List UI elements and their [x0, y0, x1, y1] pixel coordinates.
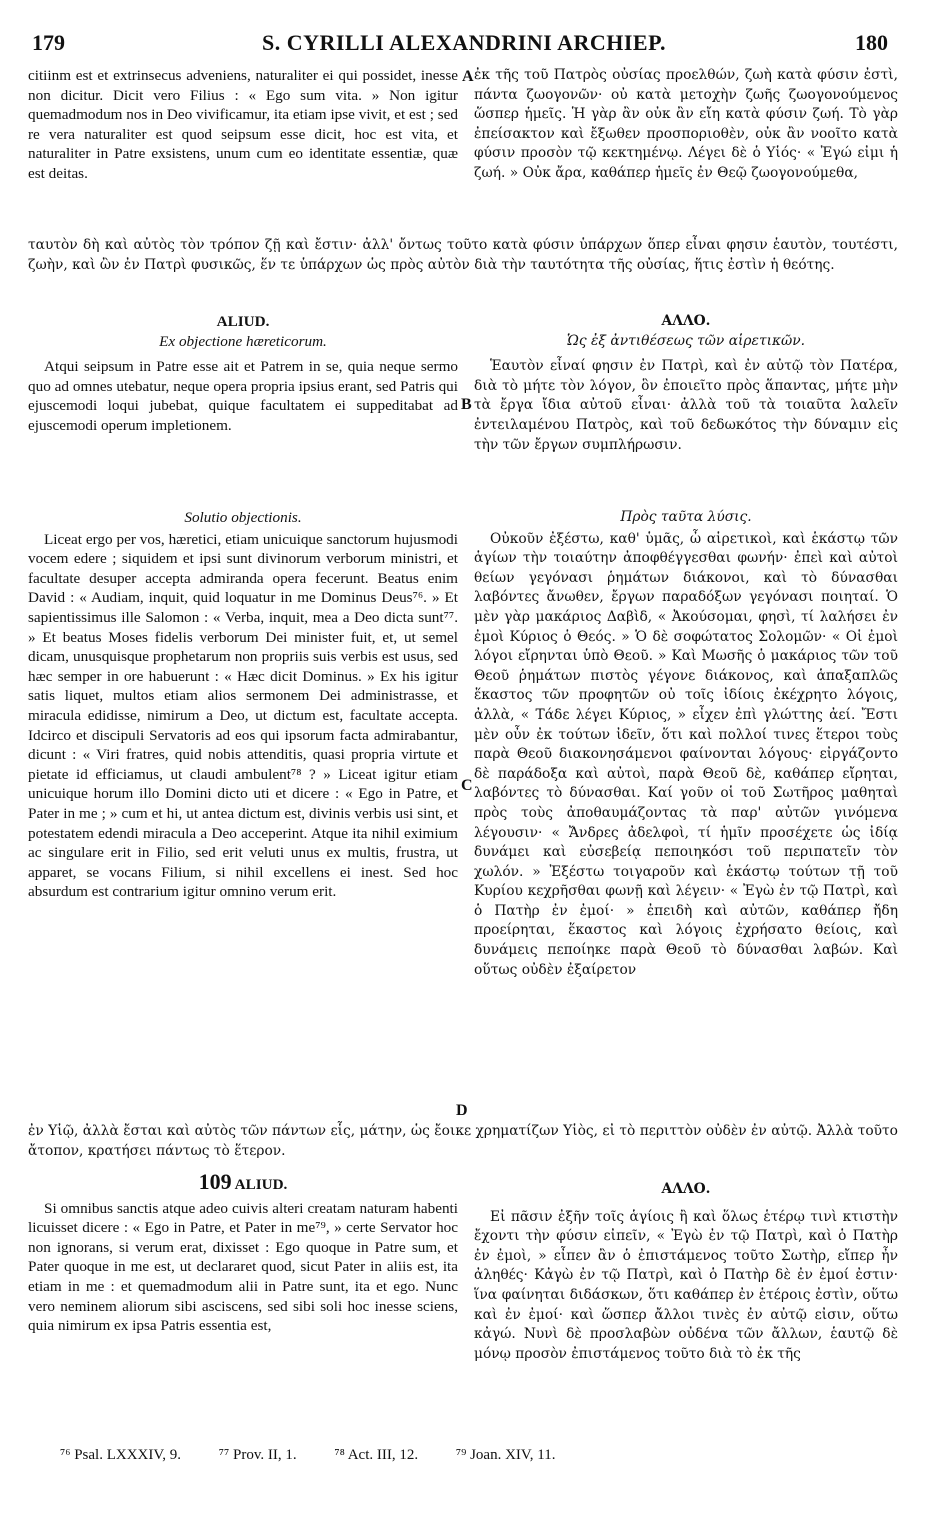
- greek-section-3-continuation: ἐν Υἱῷ, ἀλλὰ ἔσται καὶ αὐτὸς τῶν πάντων εἷς, μάτην, ὡς ἔοικε χρηματίζων Υἱὸς, εἰ τὸ περιττὸν οὐδὲν ἐν αὐτῷ. Ἀλλὰ τοῦτο ἄτοπον, κρατήσει πάντως τὸ ἕτερον.: [28, 1123, 898, 1159]
- left-page-number: 179: [32, 30, 65, 55]
- latin-text: Liceat ergo per vos, hæretici, etiam unicuique sanctorum hujusmodi vocem edere ; siquidem et ipsi sunt divinorum verborum ministri, et facultate desuper accepta admiranda opera fecerunt. Beatus enim David : « Audiam, inquit, quid loquatur in me Dominus Deus⁷⁶. » Et sapientissimus ille Salomon : « Verba, inquit, mea a Deo dicta sunt⁷⁷. » Et beatus Moses fidelis verborum Dei minister fuit, et, ut semel dicam, unusquisque prophetarum non propriis suis verbis est usus, sed hæc semper in ore habuerunt : « Hæc dicit Dominus. » Ex his igitur satis liquet, multos etiam alios sermonem Dei administrasse, et miracula edidisse, nimirum a Deo, ut dictum est, facultate accepta. Idcirco et discipuli Servatoris ad eos qui ipsorum facta admirabantur, dicunt : « Viri fratres, quid nobis attenditis, quasi propria virtute et pietate id efficiamus, ut claudi ambulent⁷⁸ ? » Liceat igitur etiam unicuique horum illo Domini dicto uti et dicere : « Ego in Patre, et Pater in me ; » cum et hi, ut antea dictum est, divinis verbis usi sint, et potestatem edendi miracula a Deo acceperint. Atque ita nihil eximium ac singulare erit in Filio, sed erit veluti unus ex multis, frustra, ut apparet, se vocans Filium, si nihil excellens ei inest. Sed hoc absurdum est contrarium igitur omnino verum erit.: [28, 530, 458, 901]
- latin-text: citiinm est et extrinsecus adveniens, naturaliter ei qui possidet, inesse non dicitur. Dicit vero Filius : « Ego sum vita. » Non igitur quemadmodum nos in Deo vivificamur, ita etiam ipse vivit, et est ; sed re vera naturaliter est quod seipsum esse dicit, hoc est vita, et naturaliter in Patre exsistens, unum cum eo identitate essentiæ, quæ est deitas.: [28, 67, 458, 182]
- right-page-number: 180: [855, 30, 888, 55]
- greek-paragraph-1: [474, 66, 898, 184]
- margin-letter-b: B: [461, 396, 472, 413]
- greek-section-3: [474, 508, 898, 980]
- greek-text: Οὐκοῦν ἐξέστω, καθ' ὑμᾶς, ὦ αἱρετικοὶ, καὶ ἑκάστῳ τῶν ἁγίων τὴν τοιαύτην ἀποφθέγγεσθαι φωνήν· ἐπεὶ καὶ αὐτοὶ θείων γεγόνασι ῥημάτων διάκονοι, καὶ τὸ δύνασθαι λαβόντες ἄνωθεν, ἔργων παραδόξων γεγόνασι ποιηταί. Ὁ μὲν γὰρ μακάριος Δαβὶδ, « Ἀκούσομαι, φησὶ, τί λαλήσει ἐν ἐμοὶ Κύριος ὁ Θεός. » Ὁ δὲ σοφώτατος Σολομῶν· « Οἱ ἐμοὶ λόγοι εἴρηνται ὑπὸ Θεοῦ. » Καὶ Μωσῆς ὁ μακάριος τῶν τοῦ Θεοῦ ῥημάτων πιστὸς γέγονε διάκονος, καὶ ἁπαξαπλῶς ἕκαστος τῶν προφητῶν οὐ τοῖς ἰδίοις ἐκέχρητο λόγοις, ἀλλὰ, « Τάδε λέγει Κύριος, » εἶχεν ἐπὶ γλώττης ἀεί. Ἔστι μὲν οὖν ἐκ τούτων ἰδεῖν, ὅτι καὶ πολλοί τινες ἕτεροι τοὺς παρὰ Θεοῦ διακονησάμενοι φαίνονται λόγους· εἰργάζοντο δὲ παράδοξα καὶ αὐτοὶ, παρὰ Θεοῦ δὲ, καθάπερ εἴρηται, λαβόντες τὸ δύνασθαι. Καί γοῦν οἱ τοῦ Σωτῆρος μαθηταὶ πρὸς τοὺς ἀποθαυμάζοντας τὰ παρ' αὐτῶν γινόμενα λέγουσιν· « Ἄνδρες ἀδελφοὶ, τί ἡμῖν προσέχετε ὡς ἰδίᾳ δυνάμει καὶ εὐσεβείᾳ πεποιηκόσι τοῦ περιπατεῖν τὸν χωλόν. » Ἐξέστω τοιγαροῦν καὶ ἑκάστῳ τούτων τῇ τοῦ Κυρίου κεχρῆσθαι φωνῇ καὶ λέγειν· « Ἐγὼ ἐν τῷ Πατρὶ, καὶ ὁ Πατὴρ ἐν ἐμοί· » ἐπειδὴ καὶ αὐτῶν, καθάπερ ἤδη προείρηται, ἕκαστος καὶ λόγοις ἐχρήσατο θείοις, καὶ δυνάμεις πεποίηκε παρὰ Θεοῦ τὸ δύνασθαι λαβών. Καὶ οὕτως οὐδὲν ἐξαίρετον: [474, 530, 898, 978]
- latin-section-4: [28, 1169, 458, 1336]
- section-subheading: Ὡς ἐξ ἀντιθέσεως τῶν αἱρετικῶν.: [566, 332, 806, 349]
- section-subheading: Solutio objectionis.: [184, 509, 302, 526]
- greek-text: Εἰ πᾶσιν ἐξῆν τοῖς ἁγίοις ἢ καὶ ὅλως ἑτέρῳ τινὶ κτιστὴν ἔχοντι τὴν φύσιν εἰπεῖν, « Ἐγὼ ἐν τῷ Πατρὶ, καὶ ὁ Πατὴρ ἐν ἐμοὶ, » εἶπεν ἂν ὁ ἐπιστάμενος τοῦτο Σωτὴρ, εἴπερ ἦν ἀληθές· Κἀγὼ ἐν τῷ Πατρὶ, καὶ ὁ Πατὴρ δὲ ἐν ἐμοί ἐστιν· ἵνα φαίνηται διδάσκων, ὅτι καθάπερ ἐν ἑτέροις ἐστὶν, οὕτω καὶ ἐν ἐμοί· καὶ ὥσπερ ἄλλοι τινὲς ἐν αὐτῷ εἰσιν, οὕτω κἀγώ. Νυνὶ δὲ προσλαβὼν οὐδένα τῶν ἄλλων, ἑαυτῷ δὲ μόνῳ προσὸν ἐπιστάμενος τοῦτο διὰ τὸ ἐκ τῆς: [474, 1208, 898, 1362]
- greek-section-4: [474, 1180, 898, 1364]
- running-title: S. CYRILLI ALEXANDRINI ARCHIEP.: [261, 30, 667, 55]
- section-heading: ALIUD.: [216, 313, 270, 330]
- latin-text: Si omnibus sanctis atque adeo cuivis alteri creatam naturam habenti licuisset dicere : « Ego in Patre, et Pater in me⁷⁹, » certe Servator hoc non ignorans, si verum erat, dixisset : Ego quoque in Patre sum, et Pater quoque in me est, ut declararet quod, sicut Pater in aliis est, ita etiam in me : et quemadmodum alii in Patre sunt, ita et ego. Nunc vero neminem aliorum sibi asciscens, sed sibi soli hoc inesse sciens, quia nimirum ex ipsa Patris essentia est,: [28, 1199, 458, 1335]
- section-heading-text: ALIUD.: [234, 1176, 288, 1193]
- section-heading: ΑΛΛΟ.: [661, 1181, 711, 1197]
- latin-section-3: [28, 508, 458, 902]
- greek-paragraph-1-continuation: ταυτὸν δὴ καὶ αὐτὸς τὸν τρόπον ζῇ καὶ ἔστιν· ἀλλ' ὄντως τοῦτο κατὰ φύσιν ὑπάρχων ὅπερ εἶναι φησιν ἑαυτὸν, τουτέστι, ζωὴν, καὶ ὢν ἐν Πατρὶ φυσικῶς, ἕν τε ὑπάρχων ὡς πρὸς αὐτὸν διὰ τὴν ταυτότητα τῆς οὐσίας, ἥτις ἐστὶν ἡ θεότης.: [28, 237, 898, 273]
- section-heading: ΑΛΛΟ.: [661, 313, 711, 329]
- footnotes: [60, 1447, 880, 1464]
- latin-paragraph-1: [28, 66, 458, 184]
- page-header: [0, 30, 928, 60]
- greek-section-2: [474, 312, 898, 455]
- section-heading: [28, 1169, 458, 1195]
- footnote: ⁷⁹ Joan. XIV, 11.: [455, 1447, 556, 1463]
- section-subheading: Ex objectione hæreticorum.: [159, 332, 327, 350]
- margin-letter-c: C: [461, 777, 473, 794]
- margin-letter-d: D: [456, 1102, 468, 1119]
- footnote: ⁷⁸ Act. III, 12.: [334, 1447, 419, 1463]
- margin-letter-a: A: [462, 68, 474, 85]
- greek-text: ἐκ τῆς τοῦ Πατρὸς οὐσίας προελθών, ζωὴ κατὰ φύσιν ἐστὶ, πάντα ζωογονῶν· οὐ κατὰ μετοχὴν ζωῆς ζωογονούμενος ὥσπερ ἡμεῖς. Ἡ γὰρ ἂν οὐκ ἂν εἴη κατὰ φύσιν ζωή. Τὸ γὰρ ἐπείσακτον καὶ ἔξωθεν προσποριοθὲν, οὐκ ἂν νοοῖτο κατὰ φύσιν προσὸν τῷ κεκτημένῳ. Λέγει δὲ ὁ Υἱός· « Ἐγώ εἰμι ἡ ζωή. » Οὐκ ἄρα, καθάπερ ἡμεῖς ἐν Θεῷ ζωογονούμεθα,: [474, 67, 898, 181]
- latin-text: Atqui seipsum in Patre esse ait et Patrem in se, quia neque sermo quo ad omnes utebatur, neque opera propria ipsius erant, sed Patris qui ejuscemodi loqui jubebat, quique facultatem ei suppeditabat ad ejuscemodi operum impletionem.: [28, 358, 458, 434]
- section-subheading: Πρὸς ταῦτα λύσις.: [620, 509, 752, 525]
- greek-text: Ἑαυτὸν εἶναί φησιν ἐν Πατρὶ, καὶ ἐν αὐτῷ τὸν Πατέρα, διὰ τὸ μήτε τὸν λόγον, ὃν ἐποιεῖτο πρὸς ἅπαντας, μήτε μὴν τὰ ἔργα ἴδια αὐτοῦ εἶναι· ἀλλὰ τοῦ τὰ τοιαῦτα λαλεῖν ἐντειλαμένου Πατρὸς, καὶ τοῦ δεδωκότος τὴν δύναμιν εἰς τὴν τῶν ἔργων συμπλήρωσιν.: [474, 358, 898, 453]
- section-number: 109: [198, 1169, 232, 1194]
- footnote: ⁷⁶ Psal. LXXXIV, 9.: [60, 1447, 182, 1463]
- latin-section-2: [28, 312, 458, 436]
- footnote: ⁷⁷ Prov. II, 1.: [218, 1447, 297, 1463]
